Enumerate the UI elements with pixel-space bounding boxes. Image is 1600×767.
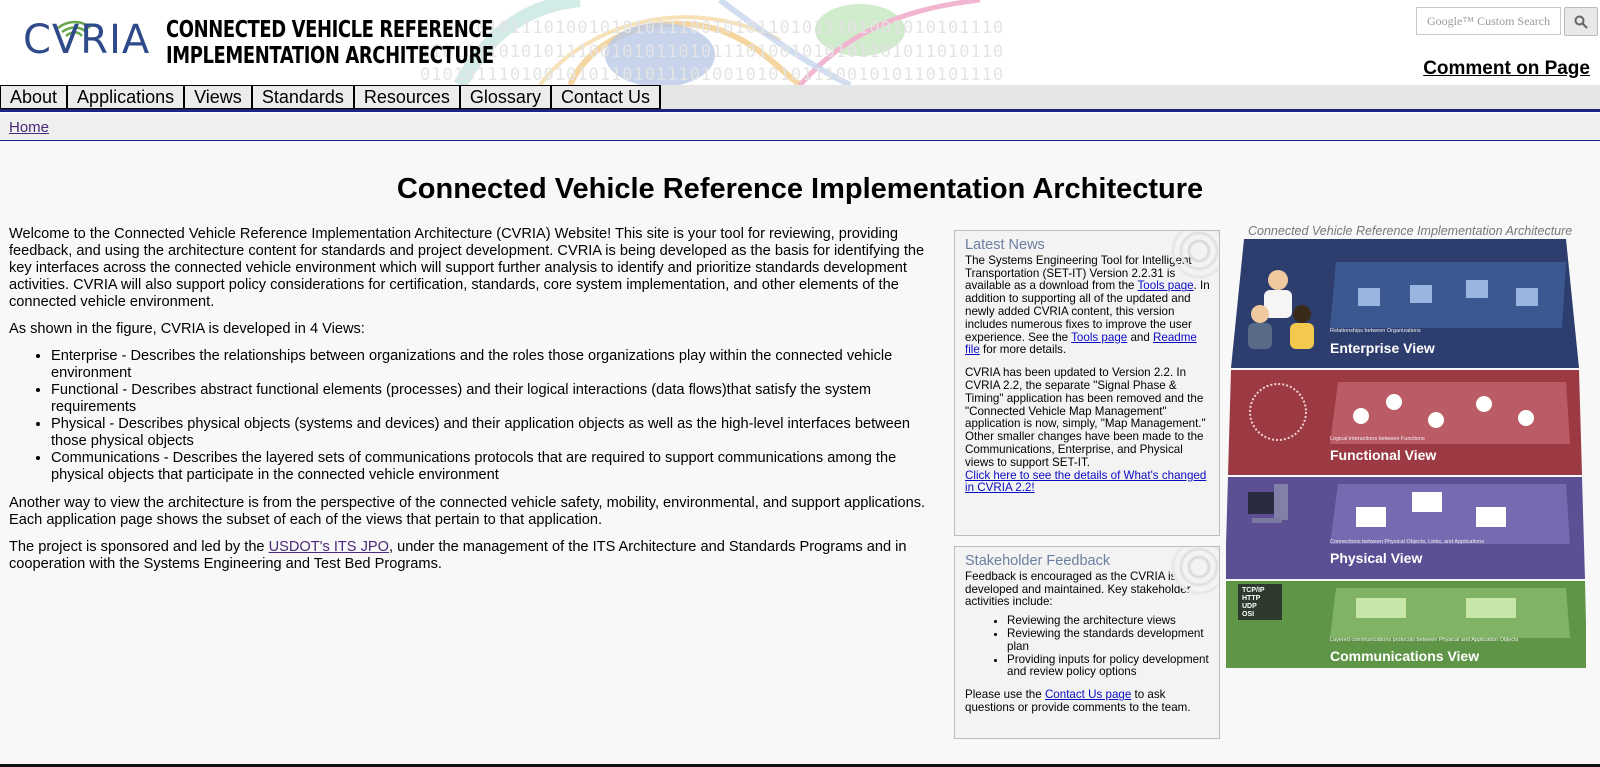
nav-item-about[interactable]: About bbox=[0, 85, 68, 109]
nav-item-resources[interactable]: Resources bbox=[354, 85, 461, 109]
feedback-list bbox=[965, 615, 1210, 679]
main-content bbox=[9, 226, 944, 583]
site-title-line: CONNECTED VEHICLE REFERENCE bbox=[166, 17, 493, 43]
readme-file-link[interactable]: Readme file bbox=[965, 330, 1197, 357]
feedback-outro bbox=[965, 689, 1210, 715]
nav-item-views[interactable]: Views bbox=[184, 85, 253, 109]
protocol-label: TCP/IP bbox=[1242, 587, 1265, 594]
breadcrumb-home-link[interactable]: Home bbox=[9, 119, 50, 136]
list-item: • Reviewing the standards development plan bbox=[1007, 628, 1210, 654]
functional-view-label[interactable]: Functional View bbox=[1330, 447, 1437, 463]
news-text: and bbox=[1127, 330, 1154, 344]
breadcrumb bbox=[0, 114, 1600, 141]
main-nav bbox=[0, 85, 1600, 112]
latest-news-box bbox=[954, 230, 1220, 536]
feedback-intro: Feedback is encouraged as the CVRIA is developed and maintained. Key stakeholder activities include: bbox=[965, 569, 1191, 609]
protocol-label: HTTP bbox=[1242, 595, 1261, 602]
contact-us-page-link[interactable]: Contact Us page bbox=[1044, 688, 1132, 702]
header-banner-art bbox=[420, 0, 1020, 85]
whats-changed-link[interactable]: Click here to see the details of What's changed in CVRIA 2.2! bbox=[965, 468, 1207, 495]
feedback-text: to ask questions or provide comments to the team. bbox=[965, 688, 1191, 714]
tools-page-link[interactable]: Tools page bbox=[1137, 279, 1194, 293]
enterprise-view-label[interactable]: Enterprise View bbox=[1330, 340, 1435, 356]
views-list bbox=[9, 348, 944, 484]
functional-view-subtitle: Logical interactions between Functions bbox=[1330, 436, 1425, 442]
enterprise-view-subtitle: Relationships between Organizations bbox=[1330, 328, 1421, 334]
search-placeholder: Google™ Custom Search bbox=[1427, 14, 1551, 28]
feedback-text: Please use the bbox=[965, 688, 1045, 702]
tools-page-link[interactable]: Tools page bbox=[1071, 330, 1128, 344]
list-item: • Providing inputs for policy development and review policy options bbox=[1007, 654, 1210, 680]
physical-view-label[interactable]: Physical View bbox=[1330, 550, 1423, 566]
binary-row: 1101001010101110010101101011101001010101101011010110 bbox=[420, 42, 1005, 62]
communications-view-label[interactable]: Communications View bbox=[1330, 648, 1480, 664]
site-title bbox=[166, 17, 494, 69]
news-item bbox=[965, 367, 1210, 495]
protocol-label: OSI bbox=[1242, 611, 1255, 618]
list-item: • Reviewing the architecture views bbox=[1007, 615, 1210, 628]
cvria-logo[interactable]: CVRIA bbox=[23, 17, 151, 63]
physical-view-subtitle: Connections between Physical Objects, Links, and Applications bbox=[1330, 539, 1485, 545]
decorative-swirl-icon bbox=[1159, 546, 1220, 607]
list-item: • Physical - Describes physical objects (systems and devices) and their application objects as well as the high-level interfaces between those physical objects bbox=[51, 416, 944, 450]
news-text: CVRIA has been updated to Version 2.2. In CVRIA 2.2, the separate "Signal Phase & Timing" application has been removed and the "Connected Vehicle Map Management" application is now, simply, "Map Management." Other smaller changes have been made to the Communications, Enterprise, and Physical views to support SET-IT. bbox=[965, 366, 1206, 469]
diagram-caption: Connected Vehicle Reference Implementation Architecture bbox=[1248, 224, 1573, 238]
applications-paragraph: Another way to view the architecture is from the perspective of the connected vehicle safety, mobility, environmental, and support applications. Each application page shows the subset of each of the views that pertain to that application. bbox=[9, 495, 926, 528]
cvria-views-diagram[interactable] bbox=[1226, 222, 1586, 684]
binary-row: 0101011101001010110101110100101010111001010110101110 bbox=[420, 65, 1005, 85]
news-text: The Systems Engineering Tool for Intelligent Transportation (SET-IT) Version 2.2.31 is available as a download from the bbox=[965, 253, 1192, 293]
page-title: Connected Vehicle Reference Implementation Architecture bbox=[396, 173, 1204, 205]
latest-news-heading: Latest News bbox=[965, 237, 1045, 253]
sponsor-text: , under the management of the ITS Architecture and Standards Programs and in cooperation with the Systems Engineering and Test Bed Programs. bbox=[9, 539, 907, 572]
list-item: • Communications - Describes the layered sets of communications protocols that are required to support communications among the physical objects that participate in the connected vehicle environment bbox=[51, 450, 944, 484]
protocol-labels bbox=[1242, 587, 1265, 619]
nav-item-standards[interactable]: Standards bbox=[252, 85, 355, 109]
nav-item-glossary[interactable]: Glossary bbox=[460, 85, 552, 109]
usdot-its-jpo-link[interactable]: USDOT's ITS JPO bbox=[268, 539, 389, 555]
binary-row: 0101101011101001010101110010101101011101001010101110 bbox=[420, 18, 1005, 38]
list-item: • Enterprise - Describes the relationships between organizations and the roles those organizations play within the connected vehicle environment bbox=[51, 348, 944, 382]
search-input[interactable] bbox=[1416, 7, 1561, 35]
news-text: for more details. bbox=[979, 343, 1067, 357]
site-header bbox=[0, 0, 1600, 85]
search-icon bbox=[1574, 15, 1588, 29]
communications-view-subtitle: Layered communications protocols between Physical and Application Objects bbox=[1330, 637, 1519, 643]
decorative-swirl-icon bbox=[1159, 230, 1220, 291]
list-item: • Functional - Describes abstract functional elements (processes) and their logical interactions (data flows)that satisfy the system requirements bbox=[51, 382, 944, 416]
stakeholder-feedback-heading: Stakeholder Feedback bbox=[965, 553, 1111, 569]
sponsor-paragraph bbox=[9, 539, 944, 573]
search-button[interactable] bbox=[1564, 7, 1598, 36]
sponsor-text: The project is sponsored and led by the bbox=[9, 539, 269, 555]
views-intro: As shown in the figure, CVRIA is developed in 4 Views: bbox=[9, 321, 365, 337]
intro-paragraph: Welcome to the Connected Vehicle Reference Implementation Architecture (CVRIA) Website! This site is your tool for reviewing, providing feedback, and using the architecture content for standards and project development. CVRIA is being developed as the basis for identifying the key interfaces across the connected vehicle environment which will support further analysis to identify and prioritize standards development activities. CVRIA will also support policy considerations for certification, standards, core system implementation, and other elements of the connected vehicle environment. bbox=[9, 226, 925, 310]
news-text: . In addition to supporting all of the updated and newly added CVRIA content, this version includes numerous fixes to improve the user experience. See the bbox=[965, 279, 1210, 344]
nav-item-contact-us[interactable]: Contact Us bbox=[551, 85, 661, 109]
nav-item-applications[interactable]: Applications bbox=[67, 85, 185, 109]
comment-on-page-link[interactable]: Comment on Page bbox=[1423, 58, 1590, 79]
site-title-line: IMPLEMENTATION ARCHITECTURE bbox=[166, 43, 494, 69]
protocol-label: UDP bbox=[1242, 603, 1257, 610]
stakeholder-feedback-box bbox=[954, 546, 1220, 739]
